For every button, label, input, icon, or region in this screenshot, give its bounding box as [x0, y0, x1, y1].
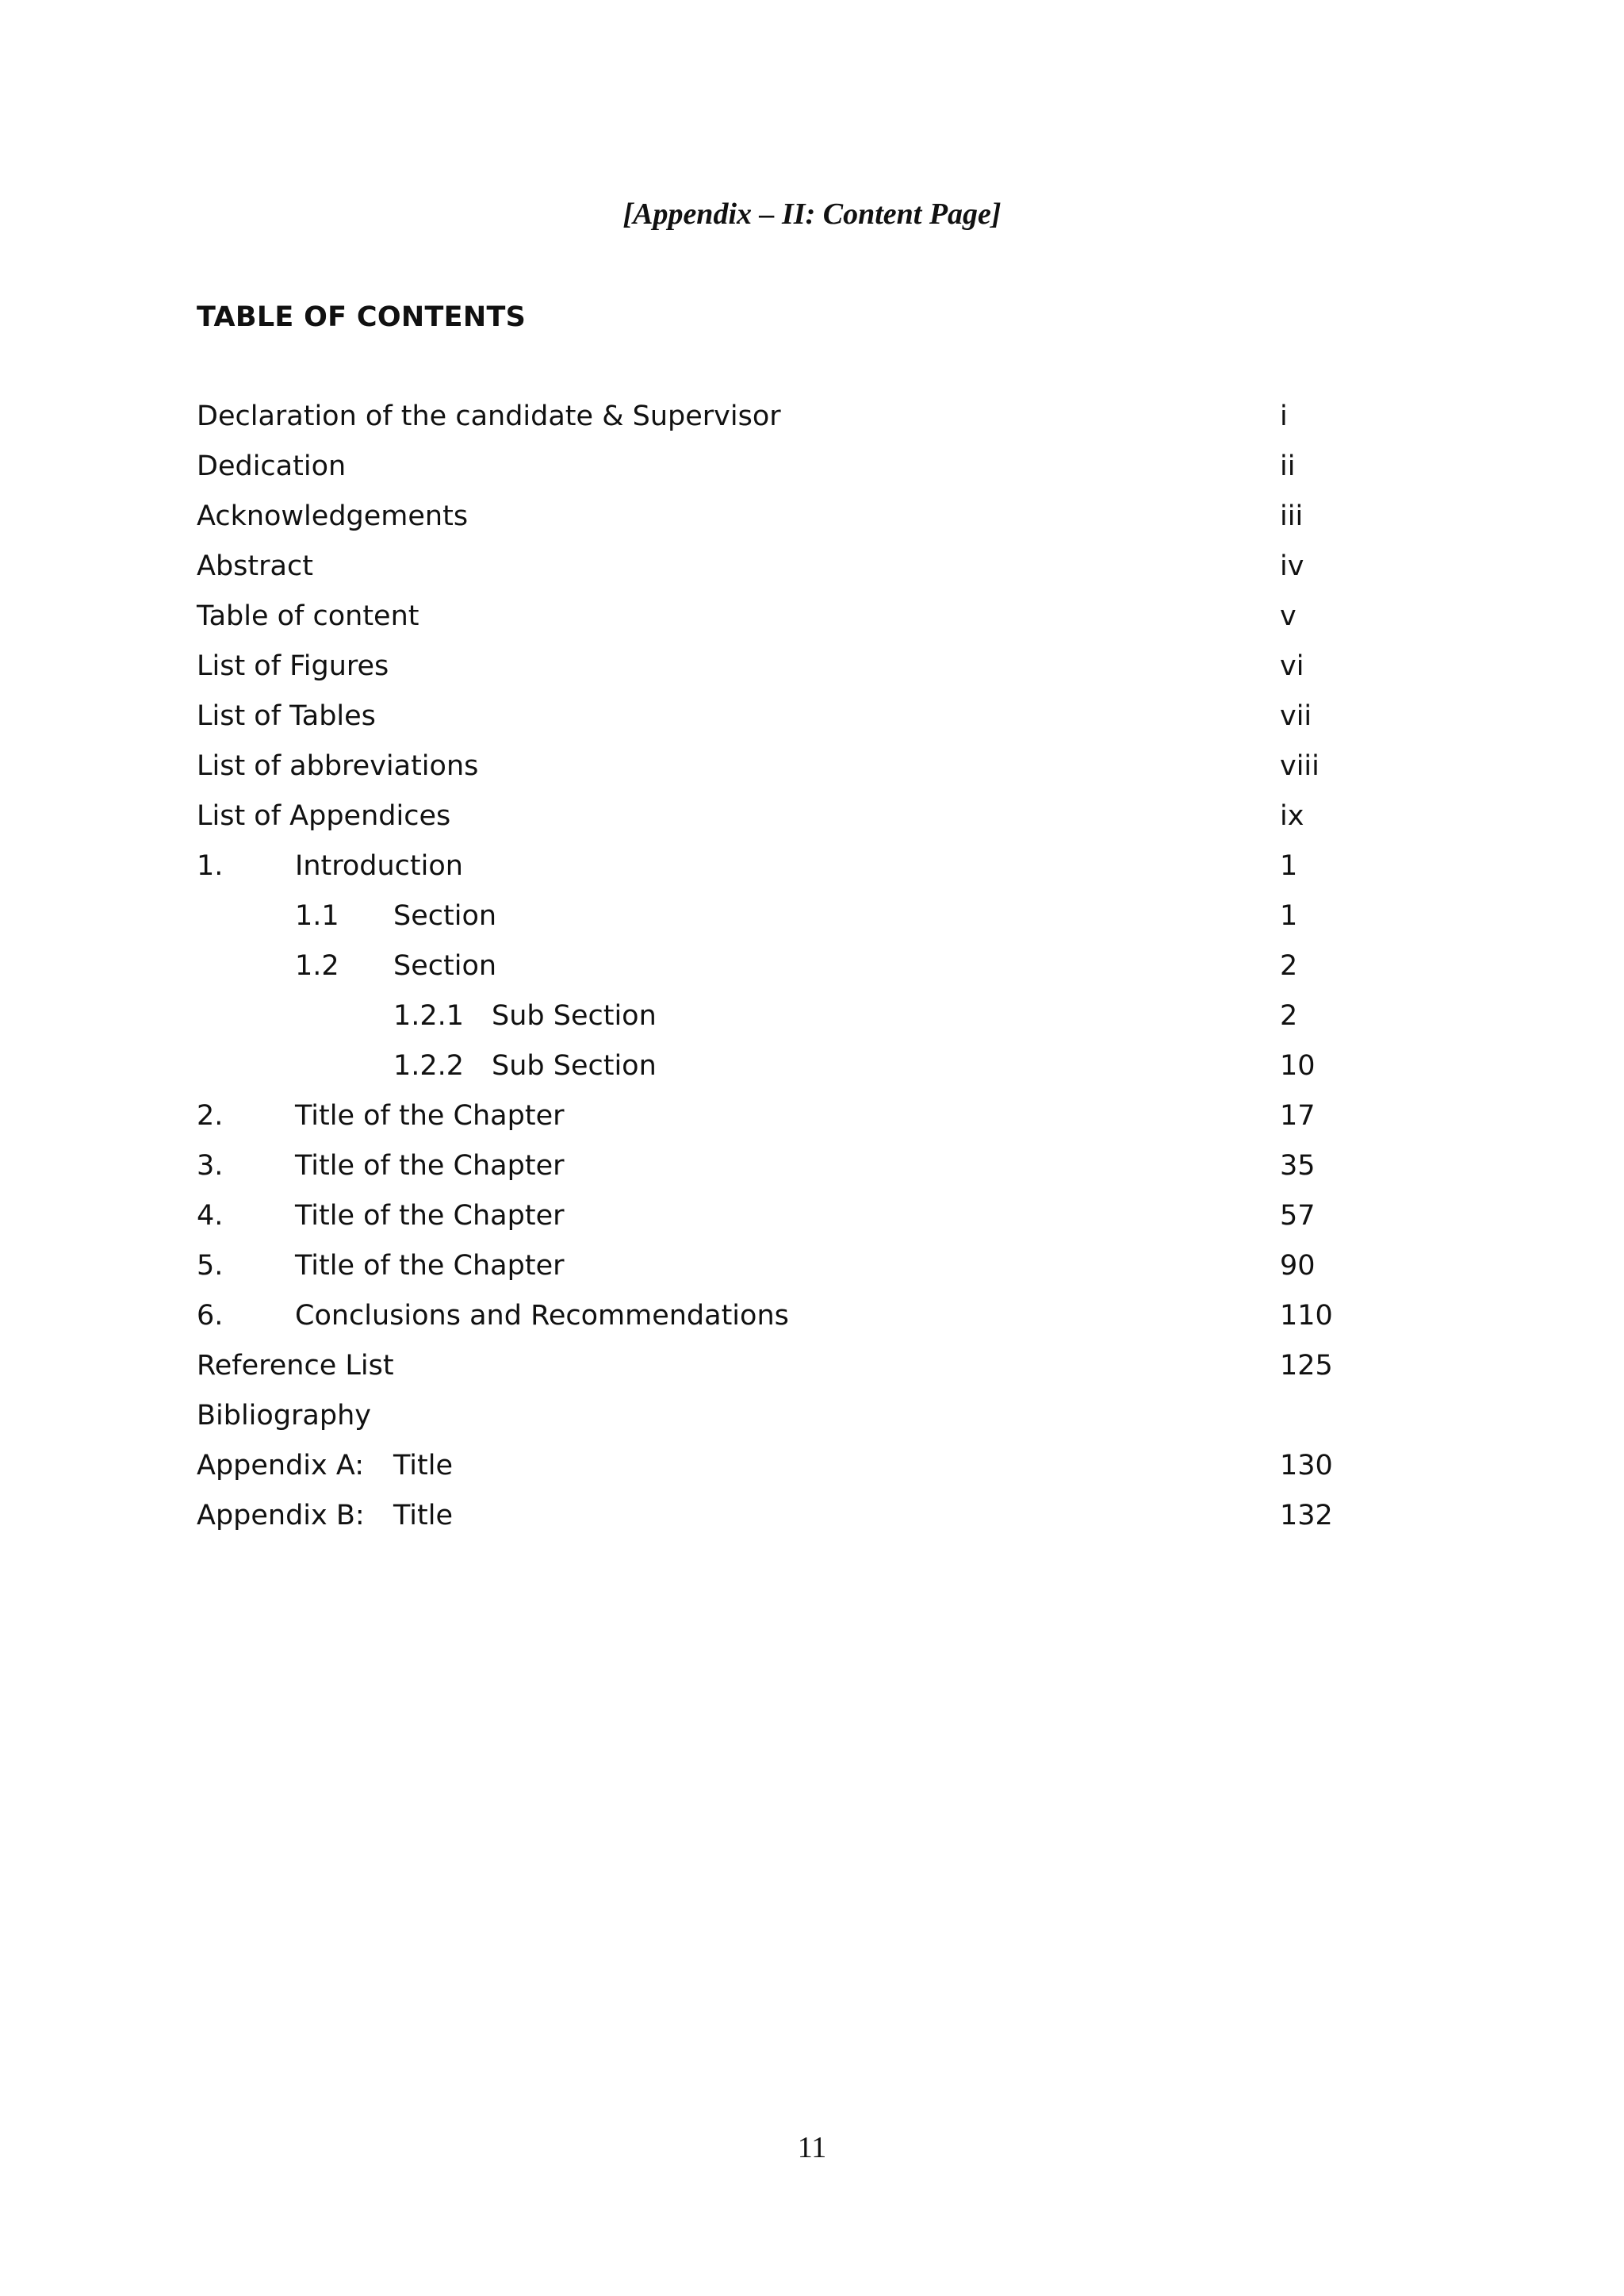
toc-entry-number: 6.	[197, 1300, 224, 1332]
toc-entry-number: 3.	[197, 1150, 224, 1182]
toc-entry-label: Section	[393, 900, 497, 932]
toc-entry-page: 2	[1280, 1000, 1298, 1032]
toc-entry	[197, 499, 1386, 549]
toc-entry	[197, 1348, 1386, 1398]
toc-entry-page: 2	[1280, 950, 1298, 982]
toc-entry-label: List of Figures	[197, 650, 389, 682]
toc-entry-label: Conclusions and Recommendations	[295, 1300, 789, 1332]
toc-entry-number: 5.	[197, 1250, 224, 1282]
toc-entry-chapter	[197, 1098, 1386, 1148]
toc-entry-page: i	[1280, 401, 1288, 432]
toc-entry-label: Title	[393, 1500, 454, 1531]
toc-entry	[197, 1398, 1386, 1448]
toc-entry-number: 1.	[197, 850, 224, 882]
toc-entry-page: 130	[1280, 1450, 1333, 1481]
toc-entry-label: Table of content	[197, 600, 419, 632]
toc-entry-chapter	[197, 849, 1386, 899]
toc-entry-label: Acknowledgements	[197, 500, 469, 532]
toc-entry-label: Abstract	[197, 550, 313, 582]
toc-entry-label: List of abbreviations	[197, 750, 479, 782]
toc-entry-page: viii	[1280, 750, 1320, 782]
toc-entry-page: v	[1280, 600, 1297, 632]
toc-entry-page: ii	[1280, 450, 1296, 482]
toc-entry-label: Section	[393, 950, 497, 982]
toc-entry-number: Appendix B:	[197, 1500, 365, 1531]
toc-entry-label: Sub Section	[492, 1000, 657, 1032]
toc-entry-label: Dedication	[197, 450, 347, 482]
toc-entry-number: 1.2.2	[393, 1050, 465, 1082]
toc-entry-label: Bibliography	[197, 1400, 371, 1432]
toc-entry	[197, 399, 1386, 449]
toc-entry-label: Title of the Chapter	[295, 1200, 565, 1232]
page-number: 11	[797, 2131, 827, 2164]
toc-entry-label: Sub Section	[492, 1050, 657, 1082]
toc-entry-section	[197, 949, 1386, 999]
toc-entry	[197, 649, 1386, 699]
toc-entry-page: 132	[1280, 1500, 1333, 1531]
toc-entry-label: Title of the Chapter	[295, 1250, 565, 1282]
toc-entry-appendix	[197, 1498, 1386, 1548]
toc-entry-page: iii	[1280, 500, 1304, 532]
toc-entry-label: Title of the Chapter	[295, 1150, 565, 1182]
toc-entry-chapter	[197, 1298, 1386, 1348]
toc-entry-page: 1	[1280, 900, 1298, 932]
toc-entry-label: Title	[393, 1450, 454, 1481]
toc-entry-label: Introduction	[295, 850, 463, 882]
toc-entry	[197, 449, 1386, 499]
toc-entry-label: List of Appendices	[197, 800, 451, 832]
toc-entry-page: iv	[1280, 550, 1304, 582]
toc-entry-page: 1	[1280, 850, 1298, 882]
toc-entry-page: 10	[1280, 1050, 1316, 1082]
toc-entry-page: 90	[1280, 1250, 1316, 1282]
toc-entry-number: 1.1	[295, 900, 339, 932]
toc-entry-chapter	[197, 1148, 1386, 1198]
toc-entry-subsection	[197, 1048, 1386, 1098]
toc-entry-page: 125	[1280, 1350, 1333, 1382]
toc-entry-section	[197, 899, 1386, 949]
toc-entry	[197, 749, 1386, 799]
toc-entry	[197, 799, 1386, 849]
toc-entry-label: List of Tables	[197, 700, 376, 732]
toc-entry-page: 17	[1280, 1100, 1316, 1132]
toc-title: TABLE OF CONTENTS	[197, 301, 527, 333]
toc-entry-page: vii	[1280, 700, 1312, 732]
toc-entry-number: Appendix A:	[197, 1450, 364, 1481]
toc-entry-chapter	[197, 1248, 1386, 1298]
toc-entry-number: 4.	[197, 1200, 224, 1232]
toc-entry-page: 35	[1280, 1150, 1316, 1182]
toc-entry-chapter	[197, 1198, 1386, 1248]
toc-entry-label: Declaration of the candidate & Supervisor	[197, 401, 781, 432]
toc-entry-number: 1.2	[295, 950, 339, 982]
toc-entry-label: Title of the Chapter	[295, 1100, 565, 1132]
toc-entry-subsection	[197, 999, 1386, 1048]
toc-entry-appendix	[197, 1448, 1386, 1498]
page-heading: [Appendix – II: Content Page]	[622, 197, 1002, 231]
toc-entry	[197, 599, 1386, 649]
toc-entry-page: vi	[1280, 650, 1304, 682]
toc-entry-page: ix	[1280, 800, 1304, 832]
toc-entry	[197, 699, 1386, 749]
toc-list	[197, 399, 1386, 1548]
toc-entry-number: 1.2.1	[393, 1000, 465, 1032]
toc-entry-label: Reference List	[197, 1350, 394, 1382]
toc-entry-page: 110	[1280, 1300, 1333, 1332]
toc-entry-page: 57	[1280, 1200, 1316, 1232]
toc-entry	[197, 549, 1386, 599]
toc-entry-number: 2.	[197, 1100, 224, 1132]
